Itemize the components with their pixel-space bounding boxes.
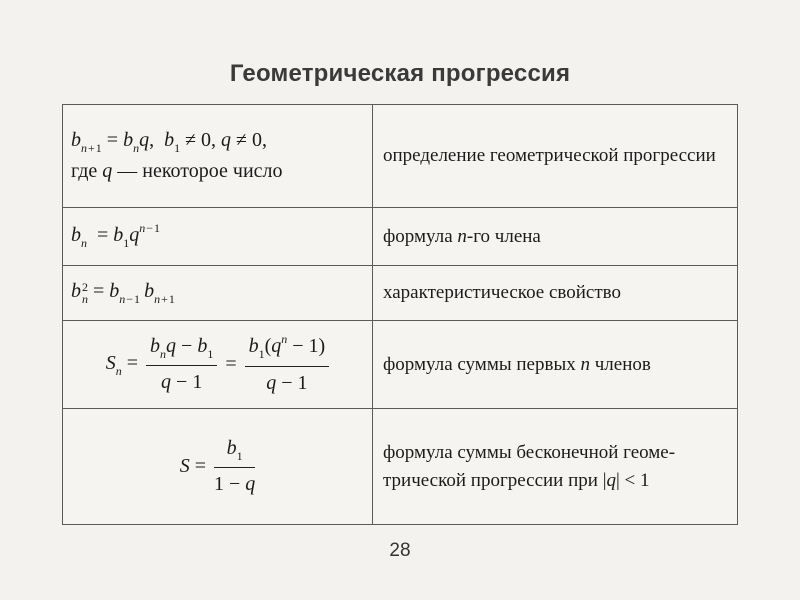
formula-cell <box>63 321 373 409</box>
description-cell <box>373 409 738 525</box>
description-text: характеристическое свойство <box>383 282 622 304</box>
formula-definition: $b_n$ $_{+ 1} = b_nq$, $b_1 \ne 0$, q ≠ 0, <box>71 128 268 155</box>
table-row <box>63 105 738 208</box>
table-row <box>63 208 738 266</box>
table-row <box>63 266 738 321</box>
formula-cell <box>63 266 373 321</box>
description-cell <box>373 321 738 409</box>
table-row <box>63 409 738 525</box>
formula-cell <box>63 105 373 208</box>
description-cell <box>373 266 738 321</box>
formula-infinite-sum: S = $\frac{b_1}{1 - q}$ <box>71 434 364 499</box>
description-cell <box>373 208 738 266</box>
formula-table <box>62 104 738 525</box>
description-text: формула n-го члена <box>383 225 541 247</box>
formula-definition-note: где q — некоторое число <box>71 160 283 183</box>
description-text: формула суммы первых n членов <box>383 353 651 375</box>
formula-sum-n: $S_n$ = $\frac{b_nq - b_1}{q - 1}$ = $\frac{b_1(q^n - 1)}{q - 1}$ <box>71 331 364 397</box>
description-cell <box>373 105 738 208</box>
page-number: 28 <box>389 540 411 561</box>
formula-cell <box>63 409 373 525</box>
description-line-2: трической прогрессии при |q| < 1 <box>383 469 650 491</box>
description-text: определение геометрической прогрессии <box>383 145 716 167</box>
description-line-1: формула суммы бесконечной геоме- <box>383 441 676 463</box>
formula-cell <box>63 208 373 266</box>
formula-characteristic: b 2 n = $b_n$ $_{- 1}$ $b_n$ $_{+ 1}$ <box>71 279 175 307</box>
table-row <box>63 321 738 409</box>
page-title: Геометрическая прогрессия <box>229 60 571 87</box>
formula-nth-term: $b_n = b_1q^n$ $^{- 1}$ <box>71 221 161 251</box>
